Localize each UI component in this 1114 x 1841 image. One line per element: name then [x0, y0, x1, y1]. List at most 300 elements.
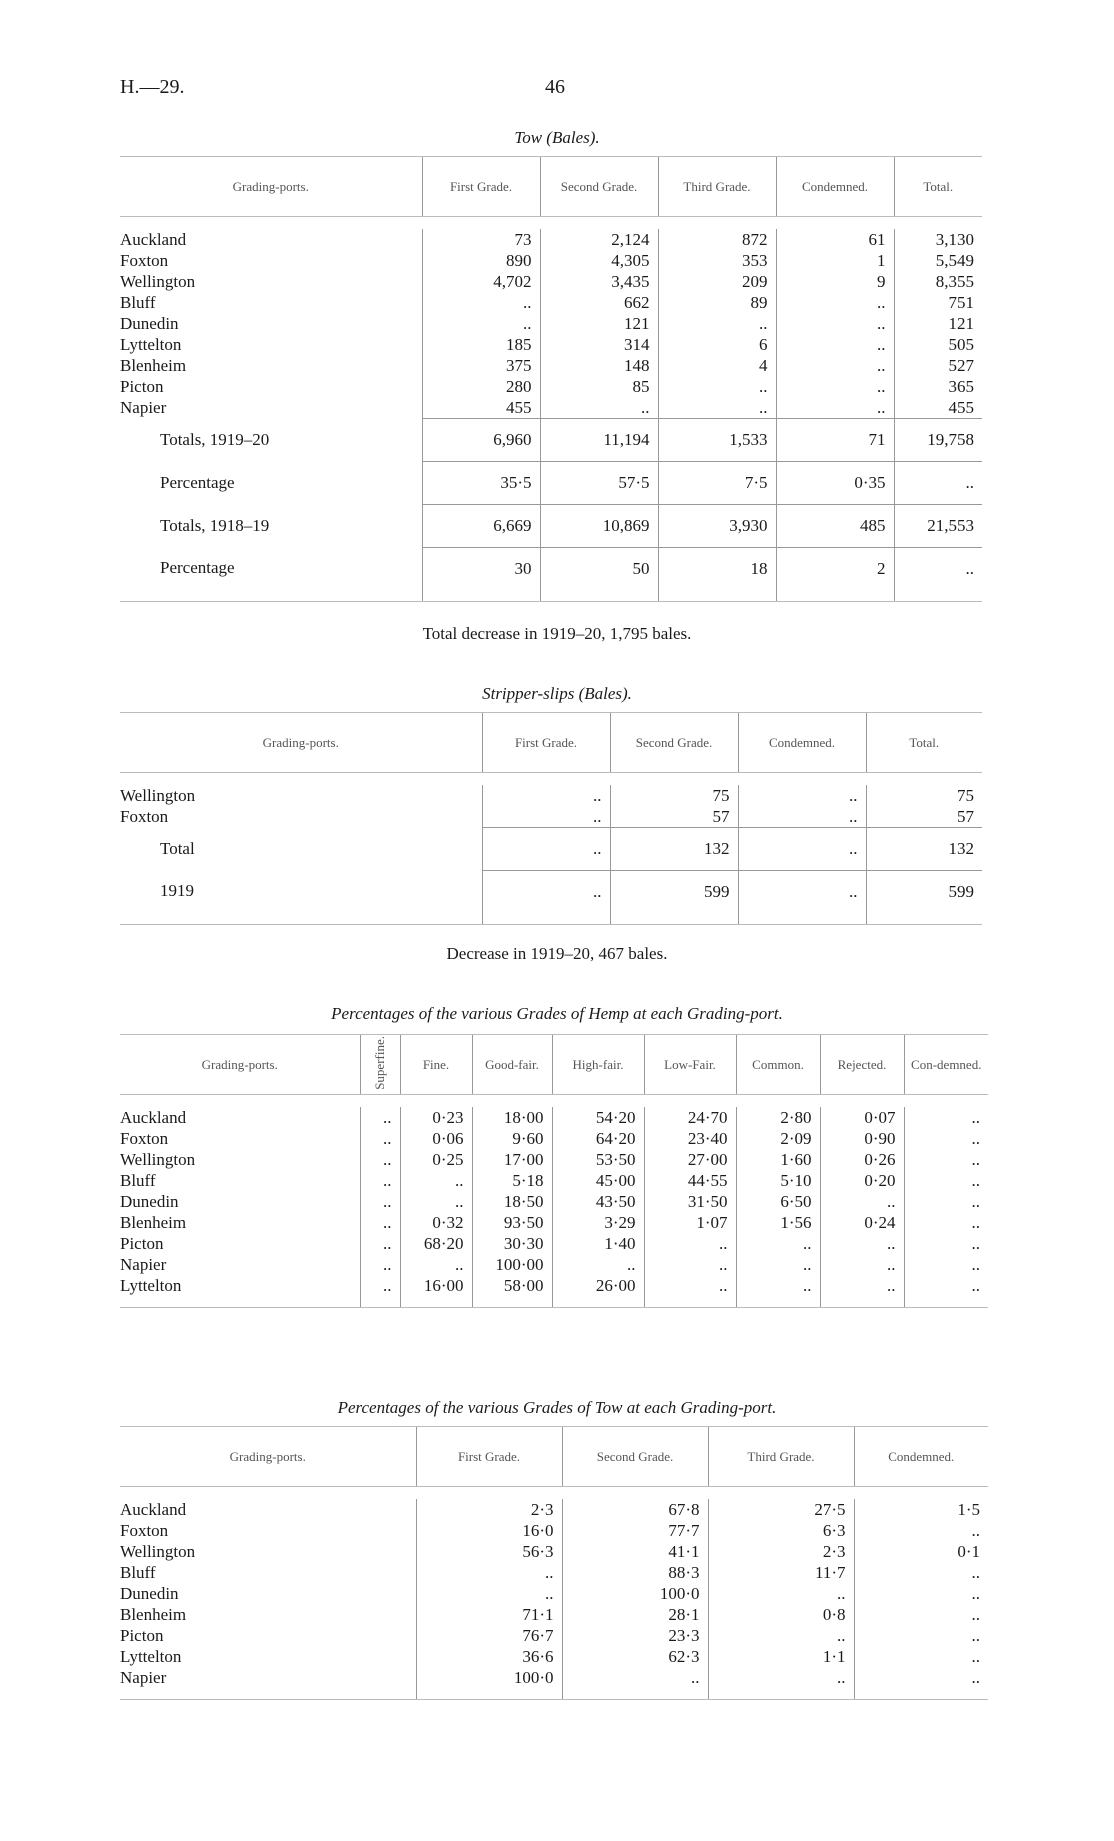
- cell-value: ..: [820, 1191, 904, 1212]
- row-label: Foxton: [120, 1520, 169, 1540]
- cell-value: ..: [854, 1604, 988, 1625]
- cell-value: ..: [904, 1149, 988, 1170]
- cell-value: ..: [552, 1254, 644, 1275]
- table-row: [120, 1149, 988, 1170]
- totals-value: 485: [776, 504, 894, 547]
- row-label: Foxton: [120, 1128, 169, 1148]
- table-row: [120, 334, 982, 355]
- cell-value: ..: [776, 313, 894, 334]
- table-row: [120, 1583, 988, 1604]
- cell-value: ..: [854, 1583, 988, 1604]
- totals-value: 3,930: [658, 504, 776, 547]
- row-label: Dunedin: [120, 313, 179, 333]
- column-header: First Grade.: [416, 1427, 562, 1487]
- column-header: Total.: [866, 713, 982, 773]
- cell-value: 121: [894, 313, 982, 334]
- cell-value: 30·30: [472, 1233, 552, 1254]
- column-header: Condemned.: [854, 1427, 988, 1487]
- totals-row: [120, 418, 982, 461]
- towpct-table: [120, 1426, 988, 1700]
- cell-value: 57: [610, 806, 738, 828]
- table-row: [120, 1275, 988, 1296]
- totals-value: 30: [422, 547, 540, 590]
- totals-value: 21,553: [894, 504, 982, 547]
- totals-value: 6,960: [422, 418, 540, 461]
- cell-value: ..: [708, 1625, 854, 1646]
- totals-value: 132: [866, 827, 982, 870]
- table-row: [120, 313, 982, 334]
- hemp-caption: Percentages of the various Grades of Hemp at each Grading-port.: [331, 1004, 783, 1023]
- row-label: Napier: [120, 397, 167, 417]
- cell-value: 89: [658, 292, 776, 313]
- cell-value: 6·3: [708, 1520, 854, 1541]
- table-row: [120, 271, 982, 292]
- cell-value: 16·0: [416, 1520, 562, 1541]
- row-label: Blenheim: [120, 1212, 187, 1232]
- cell-value: 2·3: [708, 1541, 854, 1562]
- cell-value: 365: [894, 376, 982, 397]
- cell-value: ..: [708, 1667, 854, 1688]
- cell-value: ..: [854, 1625, 988, 1646]
- cell-value: 209: [658, 271, 776, 292]
- cell-value: ..: [360, 1128, 400, 1149]
- row-label: Wellington: [120, 271, 196, 291]
- cell-value: 1: [776, 250, 894, 271]
- cell-value: ..: [360, 1191, 400, 1212]
- cell-value: 44·55: [644, 1170, 736, 1191]
- cell-value: 11·7: [708, 1562, 854, 1583]
- column-header: Total.: [894, 157, 982, 217]
- hemp-table: [120, 1034, 988, 1308]
- cell-value: ..: [360, 1275, 400, 1296]
- cell-value: 8,355: [894, 271, 982, 292]
- cell-value: 2·80: [736, 1107, 820, 1128]
- cell-value: ..: [904, 1191, 988, 1212]
- totals-label: Percentage: [160, 472, 235, 492]
- cell-value: 1·5: [854, 1499, 988, 1520]
- cell-value: 23·40: [644, 1128, 736, 1149]
- cell-value: 16·00: [400, 1275, 472, 1296]
- table-row: [120, 1191, 988, 1212]
- cell-value: ..: [658, 397, 776, 419]
- totals-value: 18: [658, 547, 776, 590]
- cell-value: ..: [644, 1233, 736, 1254]
- cell-value: 0·06: [400, 1128, 472, 1149]
- cell-value: 0·20: [820, 1170, 904, 1191]
- row-label: Lyttelton: [120, 334, 182, 354]
- cell-value: 1·07: [644, 1212, 736, 1233]
- totals-value: ..: [738, 827, 866, 870]
- cell-value: 6·50: [736, 1191, 820, 1212]
- stripper-caption: Stripper-slips (Bales).: [482, 684, 632, 703]
- cell-value: 4,702: [422, 271, 540, 292]
- cell-value: 4: [658, 355, 776, 376]
- row-label: Picton: [120, 1625, 164, 1645]
- cell-value: 455: [422, 397, 540, 419]
- cell-value: ..: [854, 1646, 988, 1667]
- column-header: Third Grade.: [658, 157, 776, 217]
- tow-table: [120, 156, 982, 602]
- cell-value: ..: [820, 1254, 904, 1275]
- cell-value: 1·56: [736, 1212, 820, 1233]
- cell-value: ..: [904, 1254, 988, 1275]
- cell-value: 9: [776, 271, 894, 292]
- table-row: [120, 1646, 988, 1667]
- table-row: [120, 1254, 988, 1275]
- column-header: Second Grade.: [540, 157, 658, 217]
- cell-value: ..: [736, 1254, 820, 1275]
- page-number: 46: [545, 76, 565, 98]
- cell-value: 75: [610, 785, 738, 806]
- row-label: Foxton: [120, 806, 169, 826]
- cell-value: ..: [644, 1275, 736, 1296]
- column-header: First Grade.: [482, 713, 610, 773]
- table-row: [120, 1541, 988, 1562]
- totals-value: 599: [610, 870, 738, 913]
- cell-value: ..: [482, 785, 610, 806]
- column-header: High-fair.: [552, 1035, 644, 1095]
- header-row: [120, 1427, 988, 1487]
- column-header: Common.: [736, 1035, 820, 1095]
- column-header: Grading-ports.: [120, 1035, 360, 1095]
- cell-value: 0·07: [820, 1107, 904, 1128]
- table-row: [120, 1520, 988, 1541]
- table-row: [120, 1625, 988, 1646]
- row-label: Picton: [120, 1233, 164, 1253]
- cell-value: ..: [540, 397, 658, 419]
- cell-value: ..: [482, 806, 610, 828]
- cell-value: 67·8: [562, 1499, 708, 1520]
- cell-value: ..: [738, 806, 866, 828]
- totals-row: [120, 870, 982, 913]
- cell-value: 61: [776, 229, 894, 250]
- cell-value: 62·3: [562, 1646, 708, 1667]
- cell-value: 9·60: [472, 1128, 552, 1149]
- cell-value: 85: [540, 376, 658, 397]
- cell-value: 148: [540, 355, 658, 376]
- cell-value: 5·18: [472, 1170, 552, 1191]
- totals-value: 599: [866, 870, 982, 913]
- cell-value: ..: [820, 1275, 904, 1296]
- cell-value: 45·00: [552, 1170, 644, 1191]
- totals-value: 10,869: [540, 504, 658, 547]
- row-label: Lyttelton: [120, 1646, 182, 1666]
- totals-value: 35·5: [422, 461, 540, 504]
- cell-value: 0·25: [400, 1149, 472, 1170]
- totals-label: Total: [160, 838, 195, 858]
- cell-value: 73: [422, 229, 540, 250]
- totals-row: [120, 827, 982, 870]
- cell-value: ..: [658, 313, 776, 334]
- table-row: [120, 1667, 988, 1688]
- table-row: [120, 229, 982, 250]
- cell-value: ..: [360, 1170, 400, 1191]
- totals-value: 132: [610, 827, 738, 870]
- totals-value: 11,194: [540, 418, 658, 461]
- totals-value: 19,758: [894, 418, 982, 461]
- table-row: [120, 1233, 988, 1254]
- cell-value: 1·40: [552, 1233, 644, 1254]
- stripper-note: Decrease in 1919–20, 467 bales.: [446, 944, 668, 963]
- column-header: Con-demned.: [904, 1035, 988, 1095]
- cell-value: ..: [736, 1275, 820, 1296]
- row-label: Auckland: [120, 229, 187, 249]
- table-row: [120, 397, 982, 419]
- cell-value: ..: [904, 1107, 988, 1128]
- cell-value: ..: [738, 785, 866, 806]
- row-label: Blenheim: [120, 1604, 187, 1624]
- cell-value: ..: [422, 313, 540, 334]
- towpct-caption: Percentages of the various Grades of Tow at each Grading-port.: [337, 1398, 777, 1417]
- totals-row: [120, 547, 982, 590]
- cell-value: ..: [776, 376, 894, 397]
- totals-label: Totals, 1919–20: [160, 429, 270, 449]
- cell-value: 24·70: [644, 1107, 736, 1128]
- cell-value: 527: [894, 355, 982, 376]
- cell-value: 1·60: [736, 1149, 820, 1170]
- tow-caption: Tow (Bales).: [514, 128, 600, 147]
- cell-value: ..: [360, 1107, 400, 1128]
- cell-value: 375: [422, 355, 540, 376]
- cell-value: ..: [400, 1170, 472, 1191]
- cell-value: ..: [904, 1275, 988, 1296]
- column-header: [360, 1035, 400, 1095]
- row-label: Napier: [120, 1254, 167, 1274]
- cell-value: ..: [562, 1667, 708, 1688]
- cell-value: 314: [540, 334, 658, 355]
- cell-value: ..: [736, 1233, 820, 1254]
- cell-value: 54·20: [552, 1107, 644, 1128]
- totals-value: 7·5: [658, 461, 776, 504]
- cell-value: ..: [416, 1562, 562, 1583]
- cell-value: 100·0: [562, 1583, 708, 1604]
- cell-value: 53·50: [552, 1149, 644, 1170]
- cell-value: 6: [658, 334, 776, 355]
- cell-value: 76·7: [416, 1625, 562, 1646]
- cell-value: ..: [360, 1254, 400, 1275]
- cell-value: ..: [644, 1254, 736, 1275]
- cell-value: 64·20: [552, 1128, 644, 1149]
- row-label: Bluff: [120, 1170, 156, 1190]
- row-label: Bluff: [120, 1562, 156, 1582]
- cell-value: ..: [400, 1254, 472, 1275]
- column-header-vertical: Superfine.: [372, 1035, 387, 1090]
- cell-value: ..: [776, 334, 894, 355]
- header-row: [120, 1035, 988, 1095]
- cell-value: 93·50: [472, 1212, 552, 1233]
- cell-value: 0·24: [820, 1212, 904, 1233]
- column-header: Condemned.: [776, 157, 894, 217]
- cell-value: ..: [820, 1233, 904, 1254]
- column-header: First Grade.: [422, 157, 540, 217]
- row-label: Bluff: [120, 292, 156, 312]
- row-label: Picton: [120, 376, 164, 396]
- cell-value: ..: [360, 1212, 400, 1233]
- cell-value: ..: [400, 1191, 472, 1212]
- cell-value: ..: [854, 1562, 988, 1583]
- cell-value: 0·23: [400, 1107, 472, 1128]
- cell-value: ..: [904, 1170, 988, 1191]
- cell-value: 1·1: [708, 1646, 854, 1667]
- cell-value: ..: [708, 1583, 854, 1604]
- cell-value: 0·26: [820, 1149, 904, 1170]
- cell-value: 88·3: [562, 1562, 708, 1583]
- table-row: [120, 806, 982, 828]
- cell-value: ..: [904, 1212, 988, 1233]
- totals-value: ..: [482, 827, 610, 870]
- page-ref: H.—29.: [120, 76, 185, 98]
- cell-value: 280: [422, 376, 540, 397]
- totals-row: [120, 504, 982, 547]
- column-header: Condemned.: [738, 713, 866, 773]
- row-label: Lyttelton: [120, 1275, 182, 1295]
- table-row: [120, 355, 982, 376]
- totals-value: 50: [540, 547, 658, 590]
- cell-value: ..: [904, 1128, 988, 1149]
- row-label: Auckland: [120, 1107, 187, 1127]
- column-header: Good-fair.: [472, 1035, 552, 1095]
- cell-value: 505: [894, 334, 982, 355]
- totals-label: 1919: [160, 881, 194, 901]
- cell-value: ..: [776, 292, 894, 313]
- cell-value: 27·5: [708, 1499, 854, 1520]
- cell-value: 31·50: [644, 1191, 736, 1212]
- cell-value: ..: [416, 1583, 562, 1604]
- cell-value: 28·1: [562, 1604, 708, 1625]
- stripper-table: [120, 712, 982, 925]
- column-header: Low-Fair.: [644, 1035, 736, 1095]
- cell-value: 0·1: [854, 1541, 988, 1562]
- row-label: Dunedin: [120, 1191, 179, 1211]
- column-header: Second Grade.: [610, 713, 738, 773]
- cell-value: 751: [894, 292, 982, 313]
- cell-value: ..: [854, 1520, 988, 1541]
- cell-value: 121: [540, 313, 658, 334]
- cell-value: 185: [422, 334, 540, 355]
- totals-value: ..: [894, 461, 982, 504]
- cell-value: 17·00: [472, 1149, 552, 1170]
- column-header: Fine.: [400, 1035, 472, 1095]
- table-row: [120, 1604, 988, 1625]
- totals-label: Percentage: [160, 558, 235, 578]
- totals-value: 1,533: [658, 418, 776, 461]
- totals-value: ..: [894, 547, 982, 590]
- totals-value: ..: [482, 870, 610, 913]
- cell-value: 27·00: [644, 1149, 736, 1170]
- row-label: Napier: [120, 1667, 167, 1687]
- cell-value: ..: [776, 355, 894, 376]
- cell-value: 77·7: [562, 1520, 708, 1541]
- column-header: Grading-ports.: [120, 1427, 416, 1487]
- cell-value: 3·29: [552, 1212, 644, 1233]
- table-row: [120, 1499, 988, 1520]
- cell-value: 5,549: [894, 250, 982, 271]
- row-label: Wellington: [120, 1149, 196, 1169]
- column-header: Grading-ports.: [120, 157, 422, 217]
- cell-value: 68·20: [400, 1233, 472, 1254]
- cell-value: 4,305: [540, 250, 658, 271]
- column-header: Second Grade.: [562, 1427, 708, 1487]
- cell-value: 26·00: [552, 1275, 644, 1296]
- tow-note: Total decrease in 1919–20, 1,795 bales.: [422, 624, 692, 643]
- cell-value: 662: [540, 292, 658, 313]
- column-header: Grading-ports.: [120, 713, 482, 773]
- row-label: Foxton: [120, 250, 169, 270]
- cell-value: 56·3: [416, 1541, 562, 1562]
- cell-value: 0·90: [820, 1128, 904, 1149]
- cell-value: 872: [658, 229, 776, 250]
- row-label: Wellington: [120, 1541, 196, 1561]
- totals-value: ..: [738, 870, 866, 913]
- cell-value: 57: [866, 806, 982, 828]
- cell-value: ..: [854, 1667, 988, 1688]
- cell-value: 890: [422, 250, 540, 271]
- cell-value: 18·00: [472, 1107, 552, 1128]
- row-label: Wellington: [120, 785, 196, 805]
- table-row: [120, 1107, 988, 1128]
- totals-label: Totals, 1918–19: [160, 515, 270, 535]
- table-row: [120, 250, 982, 271]
- cell-value: 58·00: [472, 1275, 552, 1296]
- cell-value: 43·50: [552, 1191, 644, 1212]
- table-row: [120, 376, 982, 397]
- cell-value: 2·09: [736, 1128, 820, 1149]
- table-row: [120, 1562, 988, 1583]
- cell-value: ..: [422, 292, 540, 313]
- totals-value: 6,669: [422, 504, 540, 547]
- cell-value: 3,435: [540, 271, 658, 292]
- table-row: [120, 1212, 988, 1233]
- cell-value: ..: [360, 1233, 400, 1254]
- cell-value: 3,130: [894, 229, 982, 250]
- table-row: [120, 1128, 988, 1149]
- totals-value: 2: [776, 547, 894, 590]
- cell-value: 0·8: [708, 1604, 854, 1625]
- cell-value: 23·3: [562, 1625, 708, 1646]
- cell-value: ..: [776, 397, 894, 419]
- totals-value: 57·5: [540, 461, 658, 504]
- cell-value: ..: [360, 1149, 400, 1170]
- cell-value: 18·50: [472, 1191, 552, 1212]
- cell-value: 2,124: [540, 229, 658, 250]
- cell-value: 455: [894, 397, 982, 419]
- cell-value: ..: [904, 1233, 988, 1254]
- cell-value: 36·6: [416, 1646, 562, 1667]
- row-label: Auckland: [120, 1499, 187, 1519]
- cell-value: 100·00: [472, 1254, 552, 1275]
- cell-value: 100·0: [416, 1667, 562, 1688]
- table-row: [120, 1170, 988, 1191]
- table-row: [120, 785, 982, 806]
- cell-value: ..: [658, 376, 776, 397]
- totals-value: 71: [776, 418, 894, 461]
- cell-value: 75: [866, 785, 982, 806]
- cell-value: 0·32: [400, 1212, 472, 1233]
- cell-value: 71·1: [416, 1604, 562, 1625]
- row-label: Dunedin: [120, 1583, 179, 1603]
- table-row: [120, 292, 982, 313]
- cell-value: 353: [658, 250, 776, 271]
- cell-value: 5·10: [736, 1170, 820, 1191]
- header-row: [120, 713, 982, 773]
- totals-value: 0·35: [776, 461, 894, 504]
- cell-value: 41·1: [562, 1541, 708, 1562]
- cell-value: 2·3: [416, 1499, 562, 1520]
- header-row: [120, 157, 982, 217]
- totals-row: [120, 461, 982, 504]
- column-header: Third Grade.: [708, 1427, 854, 1487]
- column-header: Rejected.: [820, 1035, 904, 1095]
